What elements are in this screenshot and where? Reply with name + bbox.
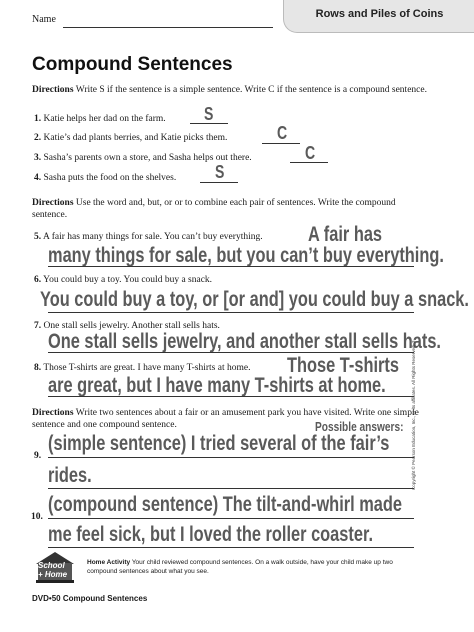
item-1-answer: S <box>204 104 214 124</box>
page-footer <box>32 594 147 603</box>
directions-1-label: Directions <box>32 85 74 95</box>
item-2-answer-line[interactable] <box>262 143 300 144</box>
logo-text-home: + Home <box>38 570 68 579</box>
item-8-text: Those T-shirts are great. I have many T-shirts at home. <box>43 363 251 373</box>
item-2-num: 2. <box>34 133 42 143</box>
item-8 <box>34 362 250 374</box>
directions-2-text: Use the word and, but, or or to combine each pair of sentences. Write the compound sentence. <box>32 198 396 220</box>
item-3-num: 3. <box>34 153 42 163</box>
item-2 <box>34 132 227 144</box>
home-activity <box>87 558 417 576</box>
page-label: DVD•50 <box>32 594 61 603</box>
school-home-logo <box>32 550 78 584</box>
item-7-answer: One stall sells jewelry, and another stall sells hats. <box>48 330 441 353</box>
item-5-answer-line-1: A fair has <box>308 223 383 246</box>
directions-2-label: Directions <box>32 198 74 208</box>
item-4 <box>34 172 176 184</box>
directions-3-text: Write two sentences about a fair or an amusement park you have visited. Write one simple sentence and one compound sentence. <box>32 408 419 430</box>
unit-tab <box>283 0 474 33</box>
item-1-num: 1. <box>34 114 42 124</box>
item-7-num: 7. <box>34 321 42 331</box>
home-activity-label: Home Activity <box>87 559 131 566</box>
item-4-text: Sasha puts the food on the shelves. <box>43 173 177 183</box>
name-line[interactable] <box>63 27 273 28</box>
item-5-num: 5. <box>34 232 42 242</box>
item-3-text: Sasha’s parents own a store, and Sasha helps out there. <box>43 153 252 163</box>
item-6 <box>34 274 212 286</box>
item-5-text: A fair has many things for sale. You can’t buy everything. <box>42 232 263 242</box>
item-4-answer: S <box>215 162 225 182</box>
item-8-answer-line-2: are great, but I have many T-shirts at home. <box>48 374 386 397</box>
item-4-num: 4. <box>34 173 42 183</box>
item-9-num: 9. <box>34 451 42 461</box>
item-10-write-line-1[interactable] <box>48 518 414 519</box>
item-10-write-line-2[interactable] <box>48 547 414 548</box>
item-7-text: One stall sells jewelry. Another stall sells hats. <box>43 321 220 331</box>
item-7-write-line[interactable] <box>48 352 414 353</box>
directions-1-text: Write S if the sentence is a simple sentence. Write C if the sentence is a compound sentence. <box>75 85 427 95</box>
logo-text-school: School <box>38 561 65 570</box>
name-label: Name <box>32 14 56 25</box>
item-2-answer: C <box>277 123 288 143</box>
home-activity-text: Your child reviewed compound sentences. On a walk outside, have your child make up two compound sentences about what you see. <box>87 559 393 575</box>
item-9-answer-line-1: (simple sentence) I tried several of the fair’s <box>48 432 390 455</box>
item-9-answer-line-2: rides. <box>48 464 92 487</box>
item-5 <box>34 231 263 243</box>
directions-1 <box>32 84 432 96</box>
item-6-num: 6. <box>34 275 42 285</box>
item-8-answer-line-1: Those T-shirts <box>287 354 399 377</box>
item-6-write-line[interactable] <box>48 312 414 313</box>
item-5-write-line[interactable] <box>48 266 414 267</box>
page-title: Compound Sentences <box>32 54 233 75</box>
item-9-write-line-2[interactable] <box>48 488 414 489</box>
item-4-answer-line[interactable] <box>200 182 238 183</box>
item-2-text: Katie’s dad plants berries, and Katie picks them. <box>43 133 228 143</box>
item-9-write-line-1[interactable] <box>48 457 414 458</box>
item-10-answer-line-1: (compound sentence) The tilt-and-whirl made <box>48 493 403 516</box>
item-8-num: 8. <box>34 363 42 373</box>
page-footer-title: Compound Sentences <box>62 594 148 603</box>
item-6-text: You could buy a toy. You could buy a snack. <box>43 275 213 285</box>
unit-tab-title: Rows and Piles of Coins <box>315 8 444 20</box>
item-1-text: Katie helps her dad on the farm. <box>43 114 166 124</box>
item-5-answer-line-2: many things for sale, but you can’t buy everything. <box>48 244 444 267</box>
directions-2 <box>32 197 432 221</box>
copyright-notice: Copyright © Pearson Education, Inc., or its affiliates. All Rights Reserved. 3 <box>411 340 416 490</box>
possible-answers-label: Possible answers: <box>315 419 404 434</box>
item-6-answer: You could buy a toy, or [or and] you could buy a snack. <box>40 288 469 311</box>
item-3-answer: C <box>305 143 316 163</box>
directions-3-label: Directions <box>32 408 74 418</box>
item-8-write-line[interactable] <box>48 396 414 397</box>
item-1 <box>34 113 166 125</box>
item-10-num: 10. <box>31 512 43 522</box>
item-10-answer-line-2: me feel sick, but I loved the roller coaster. <box>48 523 374 546</box>
